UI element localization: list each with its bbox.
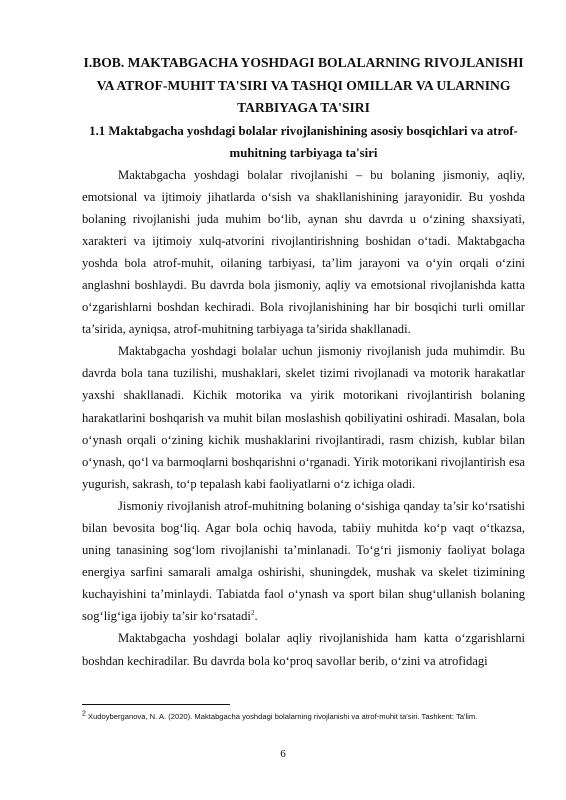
- footnote-reference[interactable]: 2: [250, 609, 255, 618]
- paragraph-3-text: Jismoniy rivojlanish atrof-muhitning bolaning o‘sishiga qanday ta’sir ko‘rsatishi bilan bevosita bog‘liq. Agar bola ochiq havoda, tabiiy muhitda ko‘p vaqt o‘tkazsa, uning tanasining sog‘lom rivojlanishi ta’minlanadi. To‘g‘ri jismoniy faoliyat bolaga energiya sarfini samarali amalga oshirishi, shuningdek, mushak va skelet tizimining kuchayishini ta’minlaydi. Tabiatda faol o‘ynash va sport bilan shug‘ullanish bolaning sog‘lig‘iga ijobiy ta’sir ko‘rsatadi: [82, 498, 525, 624]
- footnote-text: Xudoyberganova, N. A. (2020). Maktabgacha yoshdagi bolalarning rivojlanishi va atrof-muhit ta'siri. Tashkent: Ta'lim.: [85, 712, 478, 721]
- footnote-number: 2: [82, 710, 86, 718]
- page-number: 6: [280, 748, 286, 760]
- chapter-title: I.BOB. MAKTABGACHA YOSHDAGI BOLALARNING RIVOJLANISHI VA ATROF-MUHIT TA'SIRI VA TASHQI OMILLAR VA ULARNING TARBIYAGA TA'SIRI: [83, 55, 524, 115]
- footnote: [82, 711, 525, 722]
- paragraph-2: Maktabgacha yoshdagi bolalar uchun jismoniy rivojlanish juda muhimdir. Bu davrda bola tana tuzilishi, mushaklari, skelet tizimi rivojlanadi va motorik harakatlar yaxshi shakllanadi. Kichik motorika va yirik motorikani rivojlantirish bolaning harakatlarini boshqarish va muhit bilan moslashish qobiliyatini oshiradi. Masalan, bola o‘ynash orqali o‘zining kichik mushaklarini rivojlantiradi, rasm chizish, kublar bilan o‘ynash, qo‘l va barmoqlarni boshqarishni o‘rganadi. Yirik motorikani rivojlantirish esa yugurish, sakrash, to‘p tepalash kabi faoliyatlarni o‘z ichiga oladi.: [82, 344, 525, 491]
- page-content: [82, 52, 525, 672]
- paragraph-4: Maktabgacha yoshdagi bolalar aqliy rivojlanishida ham katta o‘zgarishlarni boshdan kechiradilar. Bu davrda bola ko‘proq savollar berib, o‘zini va atrofidagi: [82, 631, 525, 668]
- footnote-separator: [82, 704, 230, 705]
- section-title: 1.1 Maktabgacha yoshdagi bolalar rivojlanishining asosiy bosqichlari va atrof-muhitning tarbiyaga ta'siri: [89, 123, 518, 160]
- paragraph-3-end: .: [254, 609, 258, 624]
- watermark: ​: [17, 110, 23, 120]
- paragraph-1: Maktabgacha yoshdagi bolalar rivojlanishi – bu bolaning jismoniy, aqliy, emotsional va ijtimoiy jihatlarda o‘sish va shakllanishining jarayonidir. Bu yoshda bolaning rivojlanishi juda muhim bo‘lib, aynan shu davrda u o‘zining shaxsiyati, xarakteri va ijtimoiy xulq-atvorini rivojlantirishning boshidan o‘tadi. Maktabgacha yoshda bola atrof-muhit, oilaning tarbiyasi, ta’lim jarayoni va o‘yin orqali o‘zini anglashni boshlaydi. Bu davrda bola jismoniy, aqliy va emotsional rivojlanishda katta o‘zgarishlarni boshdan kechiradi. Bola rivojlanishining har bir bosqichi turli omillar ta’sirida, ayniqsa, atrof-muhitning tarbiyaga ta’sirida shakllanadi.: [82, 167, 525, 337]
- paragraph-3: [82, 495, 525, 628]
